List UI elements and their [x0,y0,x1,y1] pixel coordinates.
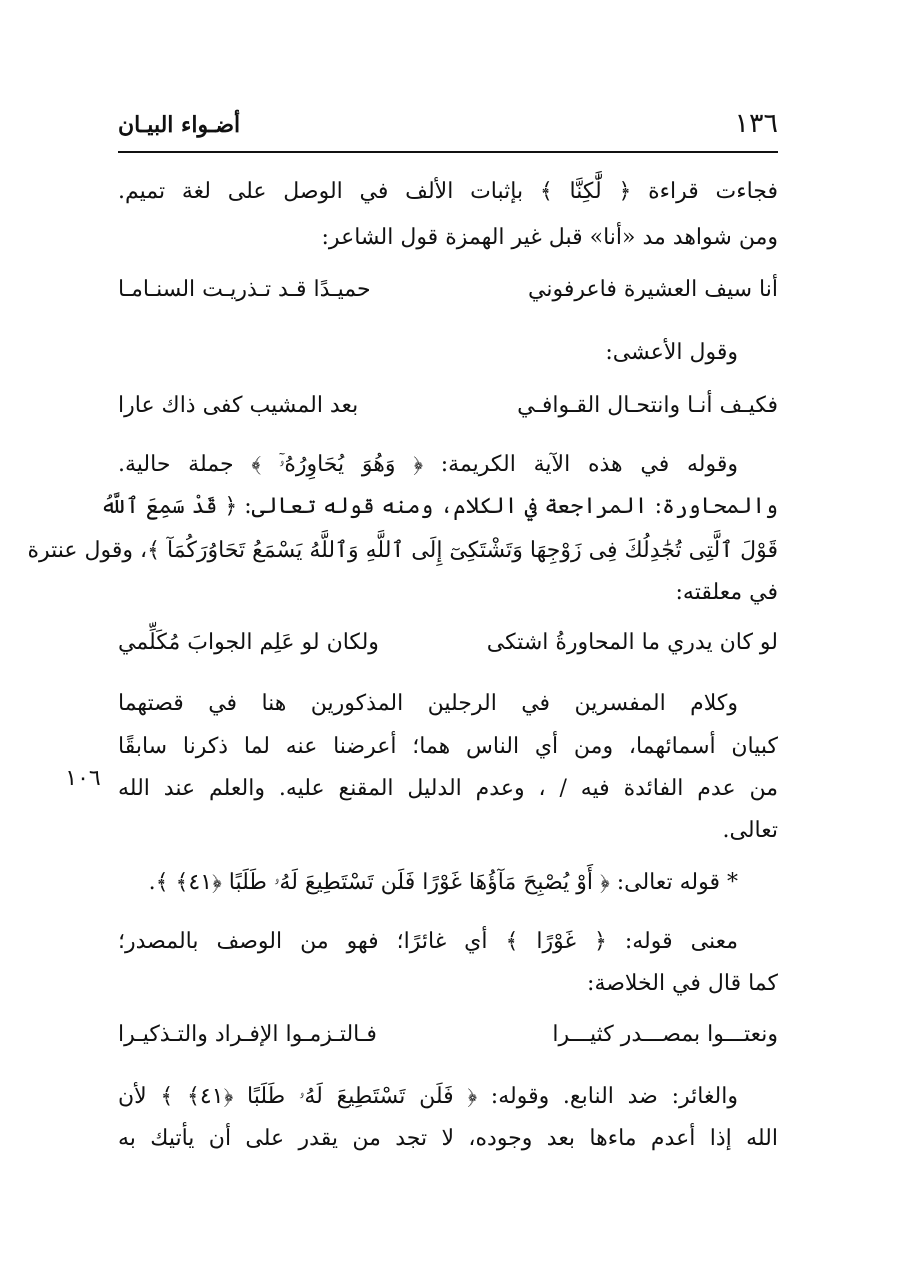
text-line: معنى قوله: ﴿ غَوْرًا ﴾ أي غائرًا؛ فهو من الوصف بالمصدر؛ [118,929,738,954]
text-line: تعالى. [722,818,778,843]
poetry-verse [118,630,778,664]
text-line: في معلقته: [675,580,778,605]
text-line: * قوله تعالى: ﴿ أَوْ يُصْبِحَ مَآؤُهَا غَوْرًا فَلَن تَسْتَطِيعَ لَهُۥ طَلَبًا ﴿٤١﴾ ﴾. [148,870,738,895]
text-line: كبيان أسمائهما، ومن أي الناس هما؛ أعرضنا عنه لما ذكرنا سابقًا [118,734,778,759]
verse-first-hemistich: ونعتـــوا بمصـــدر كثيـــرا [552,1022,778,1047]
text-line: وكلام المفسرين في الرجلين المذكورين هنا في قصتهما [118,691,738,716]
verse-second-hemistich: ولكان لو عَلِم الجوابَ مُكَلِّمي [118,630,379,655]
margin-page-reference: ١٠٦ [65,766,101,791]
text-line: كما قال في الخلاصة: [587,971,778,996]
header-rule [118,151,778,153]
verse-second-hemistich: فـالتـزمـوا الإفـراد والتـذكيـرا [118,1022,377,1047]
text-line: قَوْلَ ٱلَّتِى تُجَٰدِلُكَ فِى زَوْجِهَا وَتَشْتَكِىٓ إِلَى ٱللَّهِ وَٱللَّهُ يَسْمَعُ تَحَاوُرَكُمَآ ﴾، وقول عنترة [27,538,778,563]
verse-second-hemistich: بعد المشيب كفى ذاك عارا [118,393,359,418]
text-line: وقوله في هذه الآية الكريمة: ﴿ وَهُوَ يُحَاوِرُهُۥٓ ﴾ جملة حالية. [118,452,738,477]
verse-first-hemistich: أنا سيف العشيرة فاعرفوني [528,277,778,302]
text-line: وقول الأعشى: [605,340,738,365]
poetry-verse [118,277,778,311]
poetry-verse [118,393,778,427]
text-line: الله إذا أعدم ماءها بعد وجوده، لا تجد من يقدر على أن يأتيك به [118,1126,778,1151]
text-line: والمحاورة: المراجعة في الكلام، ومنه قوله تعالى: ﴿ قَدْ سَمِعَ ٱللَّهُ [100,494,778,519]
running-title: أضـواء البيـان [118,112,241,138]
text-line: والغائر: ضد النابع. وقوله: ﴿ فَلَن تَسْتَطِيعَ لَهُۥ طَلَبًا ﴿٤١﴾ ﴾ لأن [118,1084,738,1109]
text-line: من عدم الفائدة فيه / ، وعدم الدليل المقنع عليه. والعلم عند الله [118,776,778,801]
poetry-verse [118,1022,778,1056]
text-line: ومن شواهد مد «أنا» قبل غير الهمزة قول الشاعر: [321,225,778,250]
page-number: ١٣٦ [734,108,778,139]
verse-first-hemistich: فكيـف أنـا وانتحـال القـوافـي [517,393,778,418]
verse-first-hemistich: لو كان يدري ما المحاورةُ اشتكى [486,630,778,655]
text-line: فجاءت قراءة ﴿ لَّٰكِنَّا ﴾ بإثبات الألف في الوصل على لغة تميم. [118,179,778,204]
verse-second-hemistich: حميـدًا قـد تـذريـت السنـامـا [118,277,371,302]
running-header [118,108,778,148]
